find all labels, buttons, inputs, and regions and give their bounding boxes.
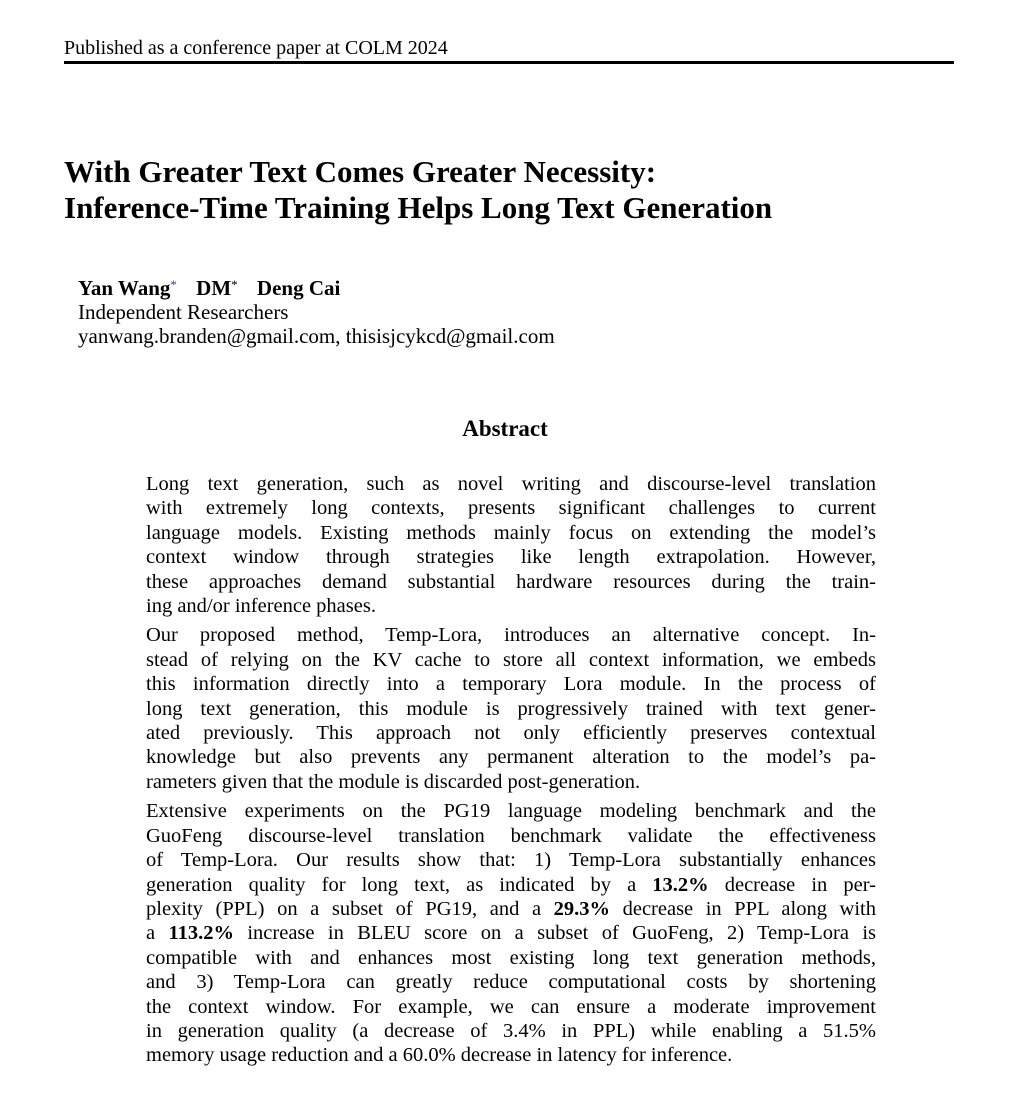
abstract-line: stead of relying on the KV cache to store all context information, we embeds xyxy=(146,648,876,671)
abstract-line: long text generation, this module is progressively trained with text gener- xyxy=(146,697,876,720)
text-run: generation quality for long text, as indicated by a xyxy=(146,873,653,896)
abstract-line: of Temp-Lora. Our results show that: 1) Temp-Lora substantially enhances xyxy=(146,849,876,872)
abstract-paragraph-2 xyxy=(146,623,876,794)
highlight-bleu: 113.2% xyxy=(168,922,234,945)
author-deng-cai xyxy=(257,276,340,300)
highlight-ppl-pg19: 13.2% xyxy=(652,873,709,896)
abstract-paragraph-3 xyxy=(146,799,876,1067)
equal-contribution-mark: * xyxy=(170,277,177,292)
abstract-line: the context window. For example, we can ensure a moderate improvement xyxy=(146,995,876,1018)
abstract-line xyxy=(146,873,876,897)
equal-contribution-mark: * xyxy=(231,277,238,292)
abstract-line: with extremely long contexts, presents significant challenges to current xyxy=(146,497,876,520)
abstract-line: in generation quality (a decrease of 3.4% in PPL) while enabling a 51.5% xyxy=(146,1019,876,1042)
title-line-1: With Greater Text Comes Greater Necessity: xyxy=(64,154,657,189)
author-name: Yan Wang xyxy=(78,276,171,300)
abstract-line: language models. Existing methods mainly focus on extending the model’s xyxy=(146,521,876,544)
highlight-ppl-guofeng: 29.3% xyxy=(553,897,611,920)
abstract-line: rameters given that the module is discarded post-generation. xyxy=(146,770,641,793)
author-emails: yanwang.branden@gmail.com, thisisjcykcd@gmail.com xyxy=(78,324,555,348)
abstract-line: context window through strategies like length extrapolation. However, xyxy=(146,546,876,569)
author-name: DM xyxy=(196,276,232,300)
abstract-paragraph-1 xyxy=(146,472,876,618)
abstract-line: knowledge but also prevents any permanent alteration to the model’s pa- xyxy=(146,746,876,769)
paper-title xyxy=(64,154,954,226)
abstract-line: GuoFeng discourse-level translation benchmark validate the effectiveness xyxy=(146,824,876,847)
text-run: increase in BLEU score on a subset of GuoFeng, 2) Temp-Lora is xyxy=(233,922,876,945)
author-block xyxy=(78,276,878,348)
affiliation: Independent Researchers xyxy=(78,300,289,324)
author-names xyxy=(78,276,878,300)
abstract-line xyxy=(146,921,876,945)
author-name: Deng Cai xyxy=(256,276,341,300)
abstract-line: memory usage reduction and a 60.0% decrease in latency for inference. xyxy=(146,1044,733,1067)
abstract-body xyxy=(146,472,876,1073)
abstract-line: ing and/or inference phases. xyxy=(146,595,376,618)
abstract-line: compatible with and enhances most existing long text generation methods, xyxy=(146,946,876,969)
text-run: decrease in PPL along with xyxy=(610,897,876,920)
abstract-line: this information directly into a temporary Lora module. In the process of xyxy=(146,673,876,696)
text-run: a xyxy=(146,922,169,945)
author-dm xyxy=(196,276,238,300)
title-line-2: Inference-Time Training Helps Long Text Generation xyxy=(64,190,773,225)
abstract-heading: Abstract xyxy=(462,416,548,441)
text-run: decrease in per- xyxy=(708,873,876,896)
running-header: Published as a conference paper at COLM 2024 xyxy=(64,37,448,59)
abstract-line: Extensive experiments on the PG19 language modeling benchmark and the xyxy=(146,800,876,823)
abstract-line: these approaches demand substantial hardware resources during the train- xyxy=(146,570,876,593)
abstract-line: Long text generation, such as novel writing and discourse-level translation xyxy=(146,473,876,495)
abstract-line: ated previously. This approach not only efficiently preserves contextual xyxy=(146,722,876,745)
header-rule xyxy=(64,61,954,64)
abstract-line: and 3) Temp-Lora can greatly reduce computational costs by shortening xyxy=(146,971,876,994)
text-run: plexity (PPL) on a subset of PG19, and a xyxy=(146,897,554,920)
abstract-line xyxy=(146,897,876,921)
abstract-line: Our proposed method, Temp-Lora, introduces an alternative concept. In- xyxy=(146,624,876,647)
author-yan-wang xyxy=(78,276,177,300)
